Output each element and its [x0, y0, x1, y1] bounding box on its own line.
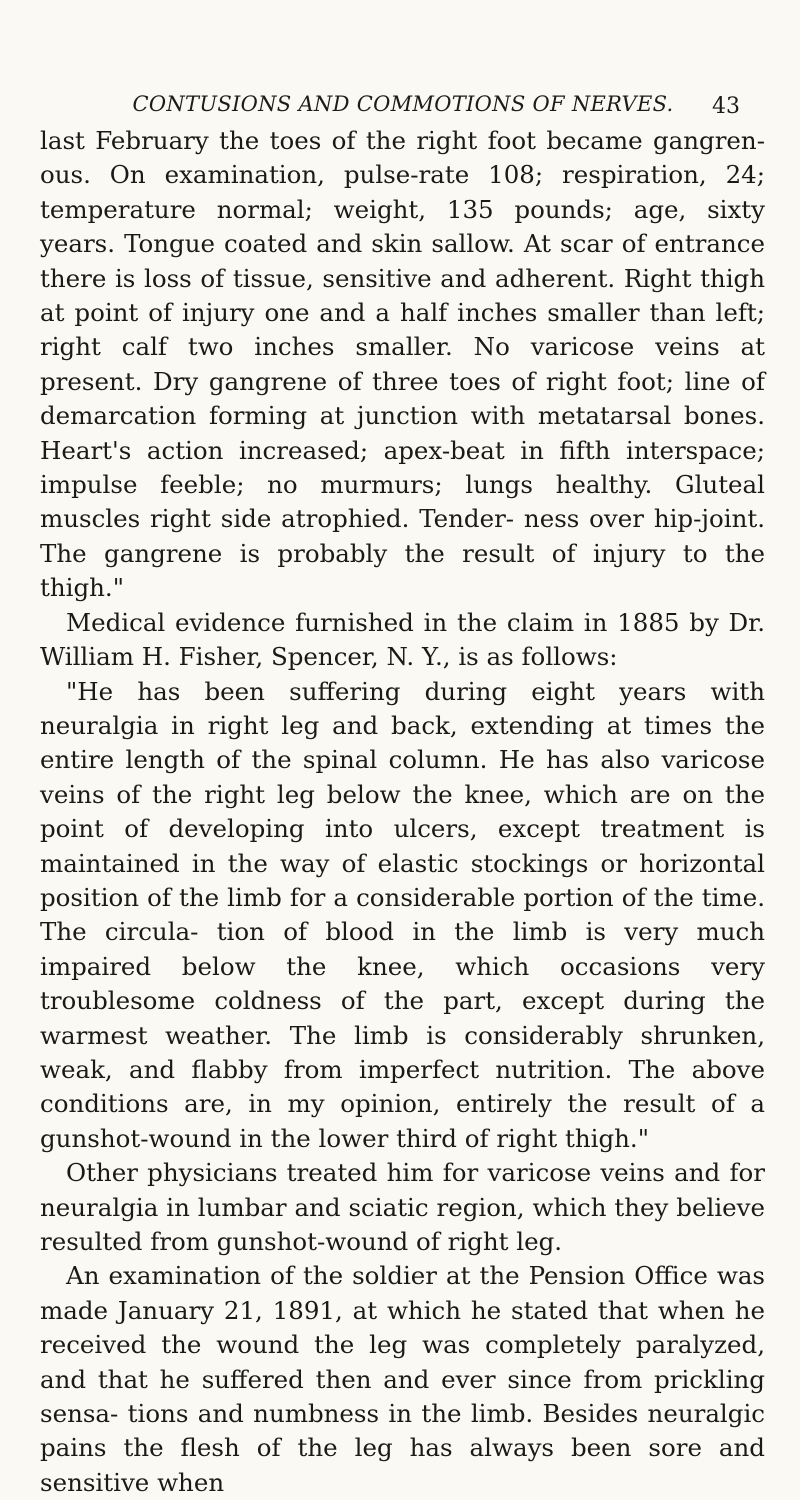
running-head: CONTUSIONS AND COMMOTIONS OF NERVES.: [132, 92, 674, 116]
paragraph-pension-examination: An examination of the soldier at the Pension Office was made January 21, 1891, at which he stated that when he received the wound the leg was completely paralyzed, and that he suffered then and ever since from prickling sensa- tions and numbness in the limb. Besides neuralgic pains the flesh of the leg has always been sore and sensitive when: [40, 1261, 765, 1497]
page-number: 43: [712, 94, 740, 119]
paragraph-case-notes: last February the toes of the right foot became gangren- ous. On examination, pulse-rate 108; respiration, 24; temperature normal; weight, 135 pounds; age, sixty years. Tongue coated and skin sallow. At scar of entrance there is loss of tissue, sensitive and adherent. Right thigh at point of injury one and a half inches smaller than left; right calf two inches smaller. No varicose veins at present. Dry gangrene of three toes of right foot; line of demarcation forming at junction with metatarsal bones. Heart's action increased; apex-beat in fifth interspace; impulse feeble; no murmurs; lungs healthy. Gluteal muscles right side atrophied. Tender- ness over hip-joint. The gangrene is probably the result of injury to the thigh.": [40, 126, 765, 603]
paragraph-medical-evidence-intro: Medical evidence furnished in the claim in 1885 by Dr. William H. Fisher, Spencer, N. Y., is as follows:: [40, 607, 765, 672]
body-text: [40, 124, 765, 1500]
paragraph-fisher-quote: "He has been suffering during eight years with neuralgia in right leg and back, extending at times the entire length of the spinal column. He has also varicose veins of the right leg below the knee, which are on the point of developing into ulcers, except treatment is maintained in the way of elastic stockings or horizontal position of the limb for a considerable portion of the time. The circula- tion of blood in the limb is very much impaired below the knee, which occasions very troublesome coldness of the part, except during the warmest weather. The limb is considerably shrunken, weak, and flabby from imperfect nutrition. The above conditions are, in my opinion, entirely the result of a gunshot-wound in the lower third of right thigh.": [40, 676, 765, 1153]
paragraph-other-physicians: Other physicians treated him for varicose veins and for neuralgia in lumbar and sciatic region, which they believe resulted from gunshot-wound of right leg.: [40, 1158, 765, 1256]
